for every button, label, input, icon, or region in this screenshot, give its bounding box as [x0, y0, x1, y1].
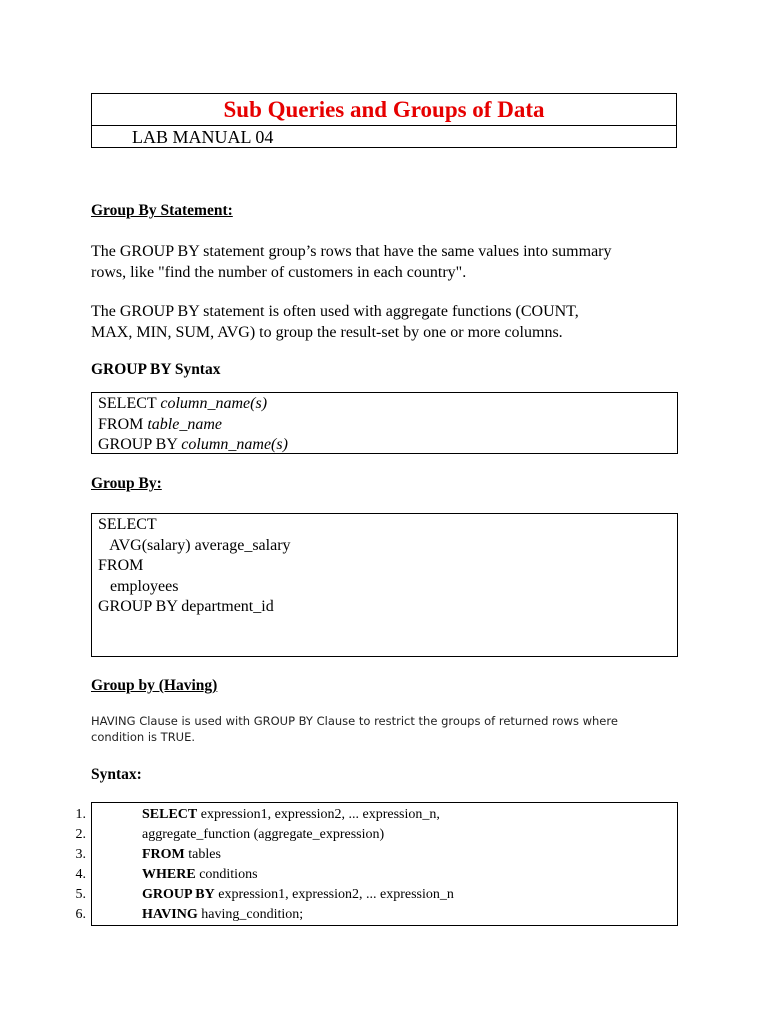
syntax-line	[98, 435, 677, 456]
group-by-statement-heading: Group By Statement:	[91, 202, 233, 219]
syntax-keyword: HAVING	[142, 907, 198, 922]
line-number: 6.	[75, 907, 86, 922]
description-line: condition is TRUE.	[91, 730, 196, 744]
paragraph-line: The GROUP BY statement group’s rows that have the same values into summary	[91, 243, 612, 260]
syntax-line	[98, 394, 677, 415]
paragraph-line: MAX, MIN, SUM, AVG) to group the result-set by one or more columns.	[91, 324, 563, 341]
syntax-rest: tables	[184, 847, 221, 862]
syntax-row	[0, 885, 620, 905]
group-by-intro-paragraph	[91, 241, 681, 283]
paragraph-line: rows, like "find the number of customers in each country".	[91, 264, 467, 281]
syntax-rest: having_condition;	[197, 907, 304, 922]
code-line: SELECT	[98, 516, 157, 533]
line-number: 2.	[75, 827, 86, 842]
syntax-keyword: WHERE	[142, 867, 196, 882]
syntax-row	[0, 865, 620, 885]
syntax-text	[142, 865, 258, 885]
line-number: 3.	[75, 847, 86, 862]
code-line: AVG(salary) average_salary	[98, 536, 291, 554]
syntax-argument: column_name(s)	[181, 436, 288, 453]
group-by-syntax-box	[91, 392, 678, 454]
syntax-keyword: FROM	[142, 847, 185, 862]
syntax-row	[0, 825, 620, 845]
syntax-line	[98, 415, 677, 436]
syntax-rest: conditions	[195, 867, 258, 882]
group-by-having-heading: Group by (Having)	[91, 677, 218, 694]
group-by-example-heading: Group By:	[91, 475, 162, 492]
code-line: GROUP BY department_id	[98, 598, 274, 615]
group-by-syntax-heading: GROUP BY Syntax	[91, 361, 221, 378]
syntax-heading: Syntax:	[91, 766, 142, 783]
syntax-text	[142, 825, 384, 845]
syntax-rest: aggregate_function (aggregate_expression)	[142, 827, 385, 842]
paragraph-line: The GROUP BY statement is often used with aggregate functions (COUNT,	[91, 303, 579, 320]
syntax-rest: expression1, expression2, ... expression_n	[214, 887, 454, 902]
syntax-argument: column_name(s)	[160, 395, 268, 412]
syntax-row	[0, 845, 620, 865]
syntax-keyword: SELECT	[98, 395, 161, 412]
lab-manual-label: LAB MANUAL 04	[132, 127, 274, 147]
syntax-row	[0, 805, 620, 825]
line-number: 1.	[75, 807, 86, 822]
syntax-keyword: GROUP BY	[98, 436, 182, 453]
syntax-keyword: SELECT	[142, 807, 198, 822]
group-by-aggregate-paragraph	[91, 301, 681, 343]
having-description	[91, 713, 691, 745]
line-number: 5.	[75, 887, 86, 902]
code-line: FROM	[98, 557, 144, 574]
line-number: 4.	[75, 867, 86, 882]
group-by-example-box	[91, 513, 678, 657]
syntax-text	[142, 845, 221, 865]
syntax-text	[142, 905, 303, 925]
title-box	[91, 93, 677, 148]
syntax-keyword: FROM	[98, 415, 148, 433]
having-syntax-list	[0, 805, 700, 930]
syntax-row	[0, 905, 620, 925]
description-line: HAVING Clause is used with GROUP BY Clause to restrict the groups of returned rows where	[91, 714, 618, 728]
code-line: employees	[98, 577, 179, 595]
syntax-keyword: GROUP BY	[142, 887, 215, 902]
document-title: Sub Queries and Groups of Data	[92, 94, 676, 126]
syntax-text	[142, 885, 454, 905]
syntax-rest: expression1, expression2, ... expression_n,	[197, 807, 440, 822]
syntax-text	[142, 805, 440, 825]
syntax-argument: table_name	[147, 415, 223, 433]
